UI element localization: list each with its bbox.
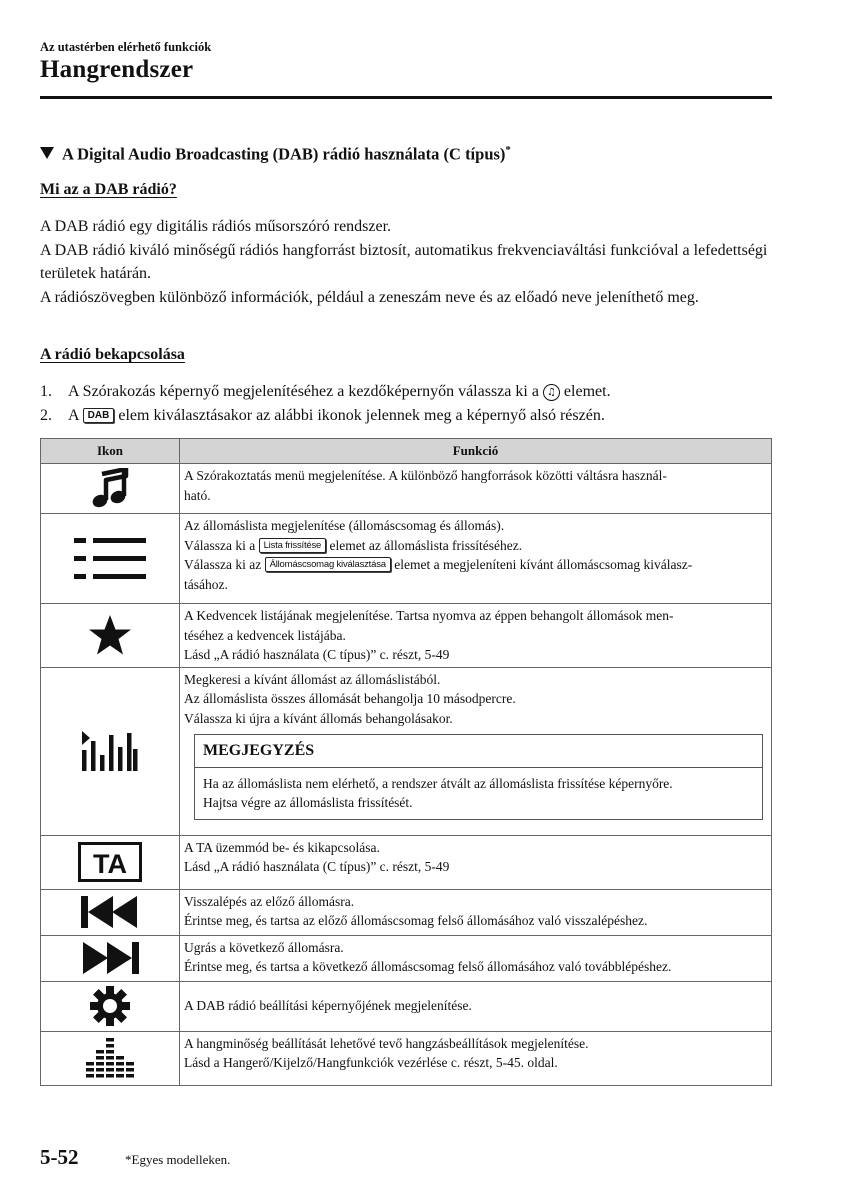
turn-on-heading: A rádió bekapcsolása bbox=[40, 346, 185, 363]
icon-function-table bbox=[40, 438, 772, 1086]
table-row: A Szórakoztatás menü megjelenítése. A különböző hangforrások közötti váltásra használ- ható. bbox=[41, 464, 772, 514]
column-header-icon: Ikon bbox=[41, 439, 180, 464]
section-label: Az utastérben elérhető funkciók bbox=[40, 40, 212, 54]
footnote: *Egyes modelleken. bbox=[125, 1152, 231, 1167]
title-divider bbox=[40, 96, 772, 99]
table-row: A Kedvencek listájának megjelenítése. Tartsa nyomva az éppen behangolt állomások men- téséhez a kedvencek listájába. Lásd „A rádió használata (C típus)” c. részt, 5-49 bbox=[41, 604, 772, 668]
step-2: 2. A DAB elem kiválasztásakor az alábbi ikonok jelennek meg a képernyő alsó részén. bbox=[40, 406, 605, 424]
table-header-row bbox=[41, 439, 772, 464]
table-row: Ugrás a következő állomásra. Érintse meg, és tartsa a következő állomáscsomag felső állomásához való továbblépéshez. bbox=[41, 935, 772, 981]
ta-icon-label: TA bbox=[93, 849, 127, 879]
dab-button: DAB bbox=[83, 408, 115, 423]
paragraph: A rádiószövegben különböző információk, például a zeneszám neve és az előadó neve jeleníthető meg. bbox=[40, 288, 699, 306]
next-icon bbox=[81, 941, 139, 975]
paragraph: A DAB rádió egy digitális rádiós műsorszóró rendszer. bbox=[40, 218, 392, 235]
star-icon bbox=[88, 614, 132, 656]
table-row: Az állomáslista megjelenítése (állomáscsomag és állomás). Válassza ki a Lista frissítése elemet az állomáslista frissítéséhez. Válassza ki az Állomáscsomag kiválasztása elemet a megjeleníteni kívánt állomáscsomag kiválasz- tásához. bbox=[41, 514, 772, 604]
previous-icon bbox=[81, 895, 139, 929]
page-title: Hangrendszer bbox=[40, 56, 194, 83]
paragraph: A DAB rádió kiváló minőségű rádiós hangforrást biztosít, automatikus frekvenciaváltási funkcióval a lefedettségi területek határán. bbox=[40, 241, 768, 282]
note-box bbox=[194, 734, 763, 820]
music-note-icon bbox=[90, 468, 130, 510]
entertainment-icon: ♫ bbox=[543, 384, 560, 401]
table-row: Megkeresi a kívánt állomást az állomáslistából. Az állomáslista összes állomását behangolja 10 másodpercre. Válassza ki újra a kívánt állomás behangolásakor. MEGJEGYZÉS Ha az állomáslista nem elérhető, a rendszer átvált az állomáslista frissítése képernyőre. Hajtsa végre az állomáslista frissítését. bbox=[41, 667, 772, 835]
equalizer-icon bbox=[86, 1038, 134, 1078]
table-row: A DAB rádió beállítási képernyőjének megjelenítése. bbox=[41, 981, 772, 1031]
triangle-bullet-icon bbox=[40, 147, 54, 159]
table-row: TA A TA üzemmód be- és kikapcsolása. Lásd „A rádió használata (C típus)” c. részt, 5-49 bbox=[41, 835, 772, 889]
page-number: 5-52 bbox=[40, 1145, 79, 1169]
section-heading-text: A Digital Audio Broadcasting (DAB) rádió használata (C típus) bbox=[62, 144, 506, 164]
note-body: Ha az állomáslista nem elérhető, a rendszer átvált az állomáslista frissítése képernyőre. Hajtsa végre az állomáslista frissítését. bbox=[203, 775, 673, 810]
note-title: MEGJEGYZÉS bbox=[195, 735, 762, 768]
select-ensemble-button: Állomáscsomag kiválasztása bbox=[265, 557, 391, 572]
turn-on-steps bbox=[40, 380, 785, 427]
what-is-heading: Mi az a DAB rádió? bbox=[40, 181, 177, 198]
step-1: 1. A Szórakozás képernyő megjelenítéséhez a kezdőképernyőn válassza ki a ♫ elemet. bbox=[40, 383, 611, 400]
table-row: A hangminőség beállítását lehetővé tevő hangzásbeállítások megjelenítése. Lásd a Hangerő/Kijelző/Hangfunkciók vezérlése c. részt, 5-45. oldal. bbox=[41, 1031, 772, 1085]
scan-icon bbox=[82, 731, 138, 771]
column-header-function: Funkció bbox=[180, 439, 772, 464]
refresh-list-button: Lista frissítése bbox=[259, 538, 327, 553]
table-row: Visszalépés az előző állomásra. Érintse meg, és tartsa az előző állomáscsomag felső állomásához való visszalépéshez. bbox=[41, 889, 772, 935]
ta-icon bbox=[78, 842, 142, 882]
section-heading-mark: * bbox=[505, 144, 511, 156]
section-heading bbox=[40, 144, 511, 165]
list-icon bbox=[74, 538, 146, 580]
what-is-body bbox=[40, 215, 775, 309]
gear-icon bbox=[90, 986, 130, 1026]
